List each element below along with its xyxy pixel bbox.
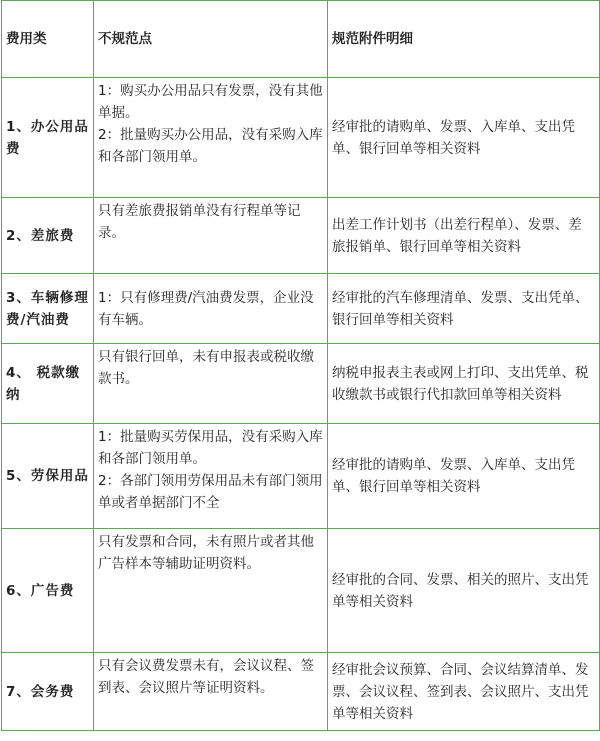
table-row — [2, 78, 600, 198]
header-irregularity: 不规范点 — [94, 1, 328, 78]
irregularity-item: 只有会议费发票未有，会议议程、签到表、会议照片等证明资料。 — [98, 658, 314, 696]
header-expense-type: 费用类 — [2, 1, 94, 78]
irregularity-cell — [94, 424, 328, 529]
table-header-row — [2, 1, 600, 78]
expense-type-cell: 1、办公用品费 — [2, 78, 94, 198]
irregularity-cell — [94, 78, 328, 198]
irregularity-cell — [94, 653, 328, 731]
irregularity-item: 2：各部门领用劳保用品未有部门领用单或者单据部门不全 — [98, 473, 323, 511]
header-required-attachments: 规范附件明细 — [328, 1, 600, 78]
expense-type-cell: 3、车辆修理费/汽油费 — [2, 274, 94, 344]
attachment-cell: 经审批会议预算、合同、会议结算清单、发票、会议议程、签到表、会议照片、支出凭单等相关资料 — [328, 653, 600, 731]
attachment-cell: 经审批的请购单、发票、入库单、支出凭单、银行回单等相关资料 — [328, 424, 600, 529]
irregularity-cell — [94, 529, 328, 653]
expense-type-cell: 6、广告费 — [2, 529, 94, 653]
irregularity-item: 1：只有修理费/汽油费发票，企业没有车辆。 — [98, 289, 314, 328]
attachment-cell: 经审批的合同、发票、相关的照片、支出凭单等相关资料 — [328, 529, 600, 653]
irregularity-item: 只有发票和合同，未有照片或者其他广告样本等辅助证明资料。 — [98, 534, 314, 572]
irregularity-item: 1：批量购买劳保用品，没有采购入库和各部门领用单。 — [98, 429, 323, 467]
expense-type-cell: 7、会务费 — [2, 653, 94, 731]
irregularity-item: 只有差旅费报销单没有行程单等记录。 — [98, 203, 301, 241]
irregularity-cell — [94, 274, 328, 344]
attachment-cell: 经审批的汽车修理清单、发票、支出凭单、银行回单等相关资料 — [328, 274, 600, 344]
attachment-cell: 纳税申报表主表或网上打印、支出凭单、税收缴款书或银行代扣款回单等相关资料 — [328, 344, 600, 424]
irregularity-cell — [94, 344, 328, 424]
attachment-cell: 出差工作计划书（出差行程单）、发票、差旅报销单、银行回单等相关资料 — [328, 198, 600, 274]
irregularity-item: 1：购买办公用品只有发票，没有其他单据。 — [98, 83, 323, 121]
table-row — [2, 424, 600, 529]
irregularity-cell — [94, 198, 328, 274]
table-row — [2, 529, 600, 653]
table-row — [2, 198, 600, 274]
expense-type-cell: 4、 税款缴纳 — [2, 344, 94, 424]
table-row — [2, 344, 600, 424]
table-row — [2, 274, 600, 344]
attachment-cell: 经审批的请购单、发票、入库单、支出凭单、银行回单等相关资料 — [328, 78, 600, 198]
table-row — [2, 653, 600, 731]
expense-type-cell: 5、劳保用品 — [2, 424, 94, 529]
irregularity-item: 只有银行回单，未有申报表或税收缴款书。 — [98, 349, 314, 387]
expense-compliance-table — [1, 0, 600, 731]
irregularity-item: 2：批量购买办公用品，没有采购入库和各部门领用单。 — [98, 127, 323, 165]
expense-type-cell: 2、差旅费 — [2, 198, 94, 274]
